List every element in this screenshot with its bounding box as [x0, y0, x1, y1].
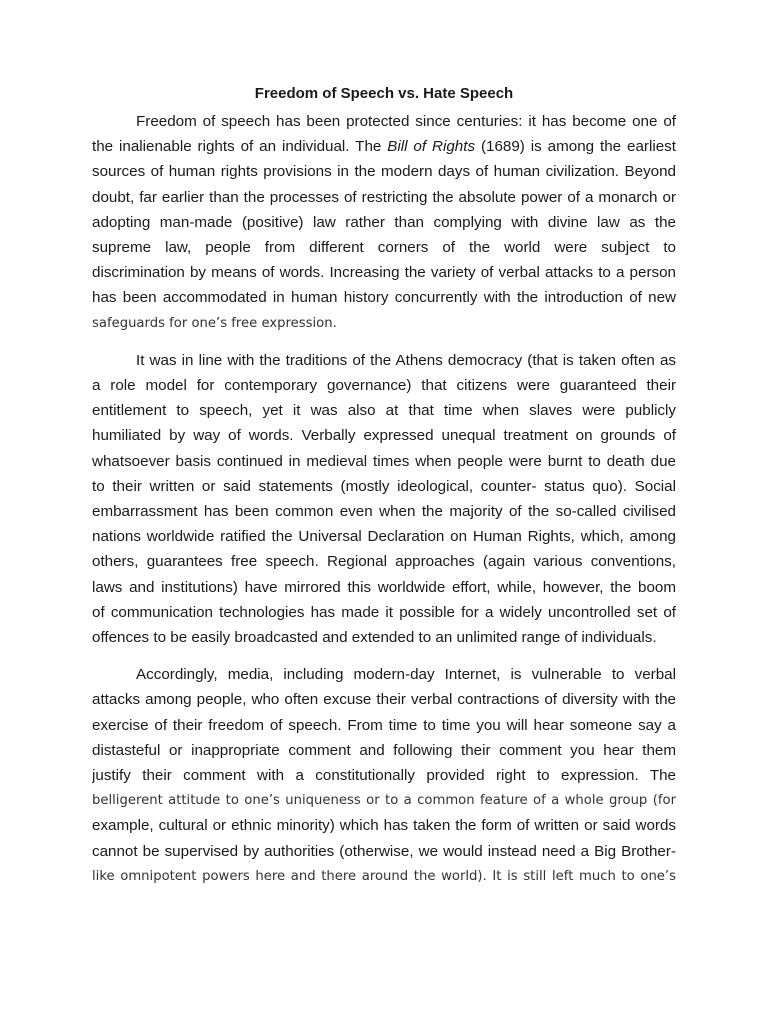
text-line: of communication technologies has made it possible for a widely uncontrolled set of [92, 603, 676, 621]
text-line: whatsoever basis continued in medieval times when people were burnt to death due [92, 452, 676, 470]
text-line: exercise of their freedom of speech. From time to time you will hear someone say a [92, 716, 676, 734]
text-line: supreme law, people from different corners of the world were subject to [92, 239, 676, 257]
text-line: belligerent attitude to one’s uniqueness or to a common feature of a whole group (for [92, 793, 676, 809]
text-line: nations worldwide ratified the Universal Declaration on Human Rights, which, among [92, 528, 676, 546]
text-line: offences to be easily broadcasted and extended to an unlimited range of individuals. [92, 629, 657, 647]
text-line: discrimination by means of words. Increasing the variety of verbal attacks to a person [92, 264, 676, 282]
text-line [92, 134, 676, 159]
text-run: the inalienable rights of an individual. The [92, 138, 388, 156]
text-line: attacks among people, who often excuse their verbal contractions of diversity with the [92, 691, 676, 709]
text-line: Accordingly, media, including modern-day Internet, is vulnerable to verbal [136, 666, 676, 684]
text-line: distasteful or inappropriate comment and following their comment you hear them [92, 741, 676, 759]
text-line: example, cultural or ethnic minority) which has taken the form of written or said words [92, 817, 676, 835]
italic-title: Bill of Rights [387, 138, 476, 156]
text-line: to their written or said statements (mostly ideological, counter- status quo). Social [92, 477, 676, 495]
text-line: adopting man-made (positive) law rather than complying with divine law as the [92, 213, 676, 231]
text-line: like omnipotent powers here and there around the world). It is still left much to one’s [92, 868, 676, 884]
text-line: doubt, far earlier than the processes of restricting the absolute power of a monarch or [92, 188, 676, 206]
paragraph-2 [92, 348, 676, 650]
text-line: entitlement to speech, yet it was also at that time when slaves were publicly [92, 402, 676, 420]
document-page [92, 84, 676, 901]
text-line: safeguards for one’s free expression. [92, 315, 337, 331]
text-line: laws and institutions) have mirrored this worldwide effort, while, however, the boom [92, 578, 676, 596]
text-line: Freedom of speech has been protected since centuries: it has become one of [136, 113, 676, 130]
document-title: Freedom of Speech vs. Hate Speech [254, 85, 514, 102]
text-line: It was in line with the traditions of the Athens democracy (that is taken often as [136, 351, 676, 369]
text-line: sources of human rights provisions in the modern days of human civilization. Beyond [92, 163, 676, 181]
text-line: justify their comment with a constitutionally provided right to expression. The [92, 767, 676, 785]
text-run: (1689) is among the earliest [475, 138, 676, 156]
text-line: others, guarantees free speech. Regional approaches (again various conventions, [92, 553, 676, 571]
text-line: a role model for contemporary governance) that citizens were guaranteed their [92, 377, 676, 395]
text-line: cannot be supervised by authorities (otherwise, we would instead need a Big Brother- [92, 842, 676, 860]
text-line: humiliated by way of words. Verbally expressed unequal treatment on grounds of [92, 427, 676, 445]
paragraph-1 [92, 109, 676, 336]
text-line: embarrassment has been common even when the majority of the so-called civilised [92, 503, 676, 521]
paragraph-3 [92, 662, 676, 889]
text-line: has been accommodated in human history concurrently with the introduction of new [92, 289, 676, 307]
